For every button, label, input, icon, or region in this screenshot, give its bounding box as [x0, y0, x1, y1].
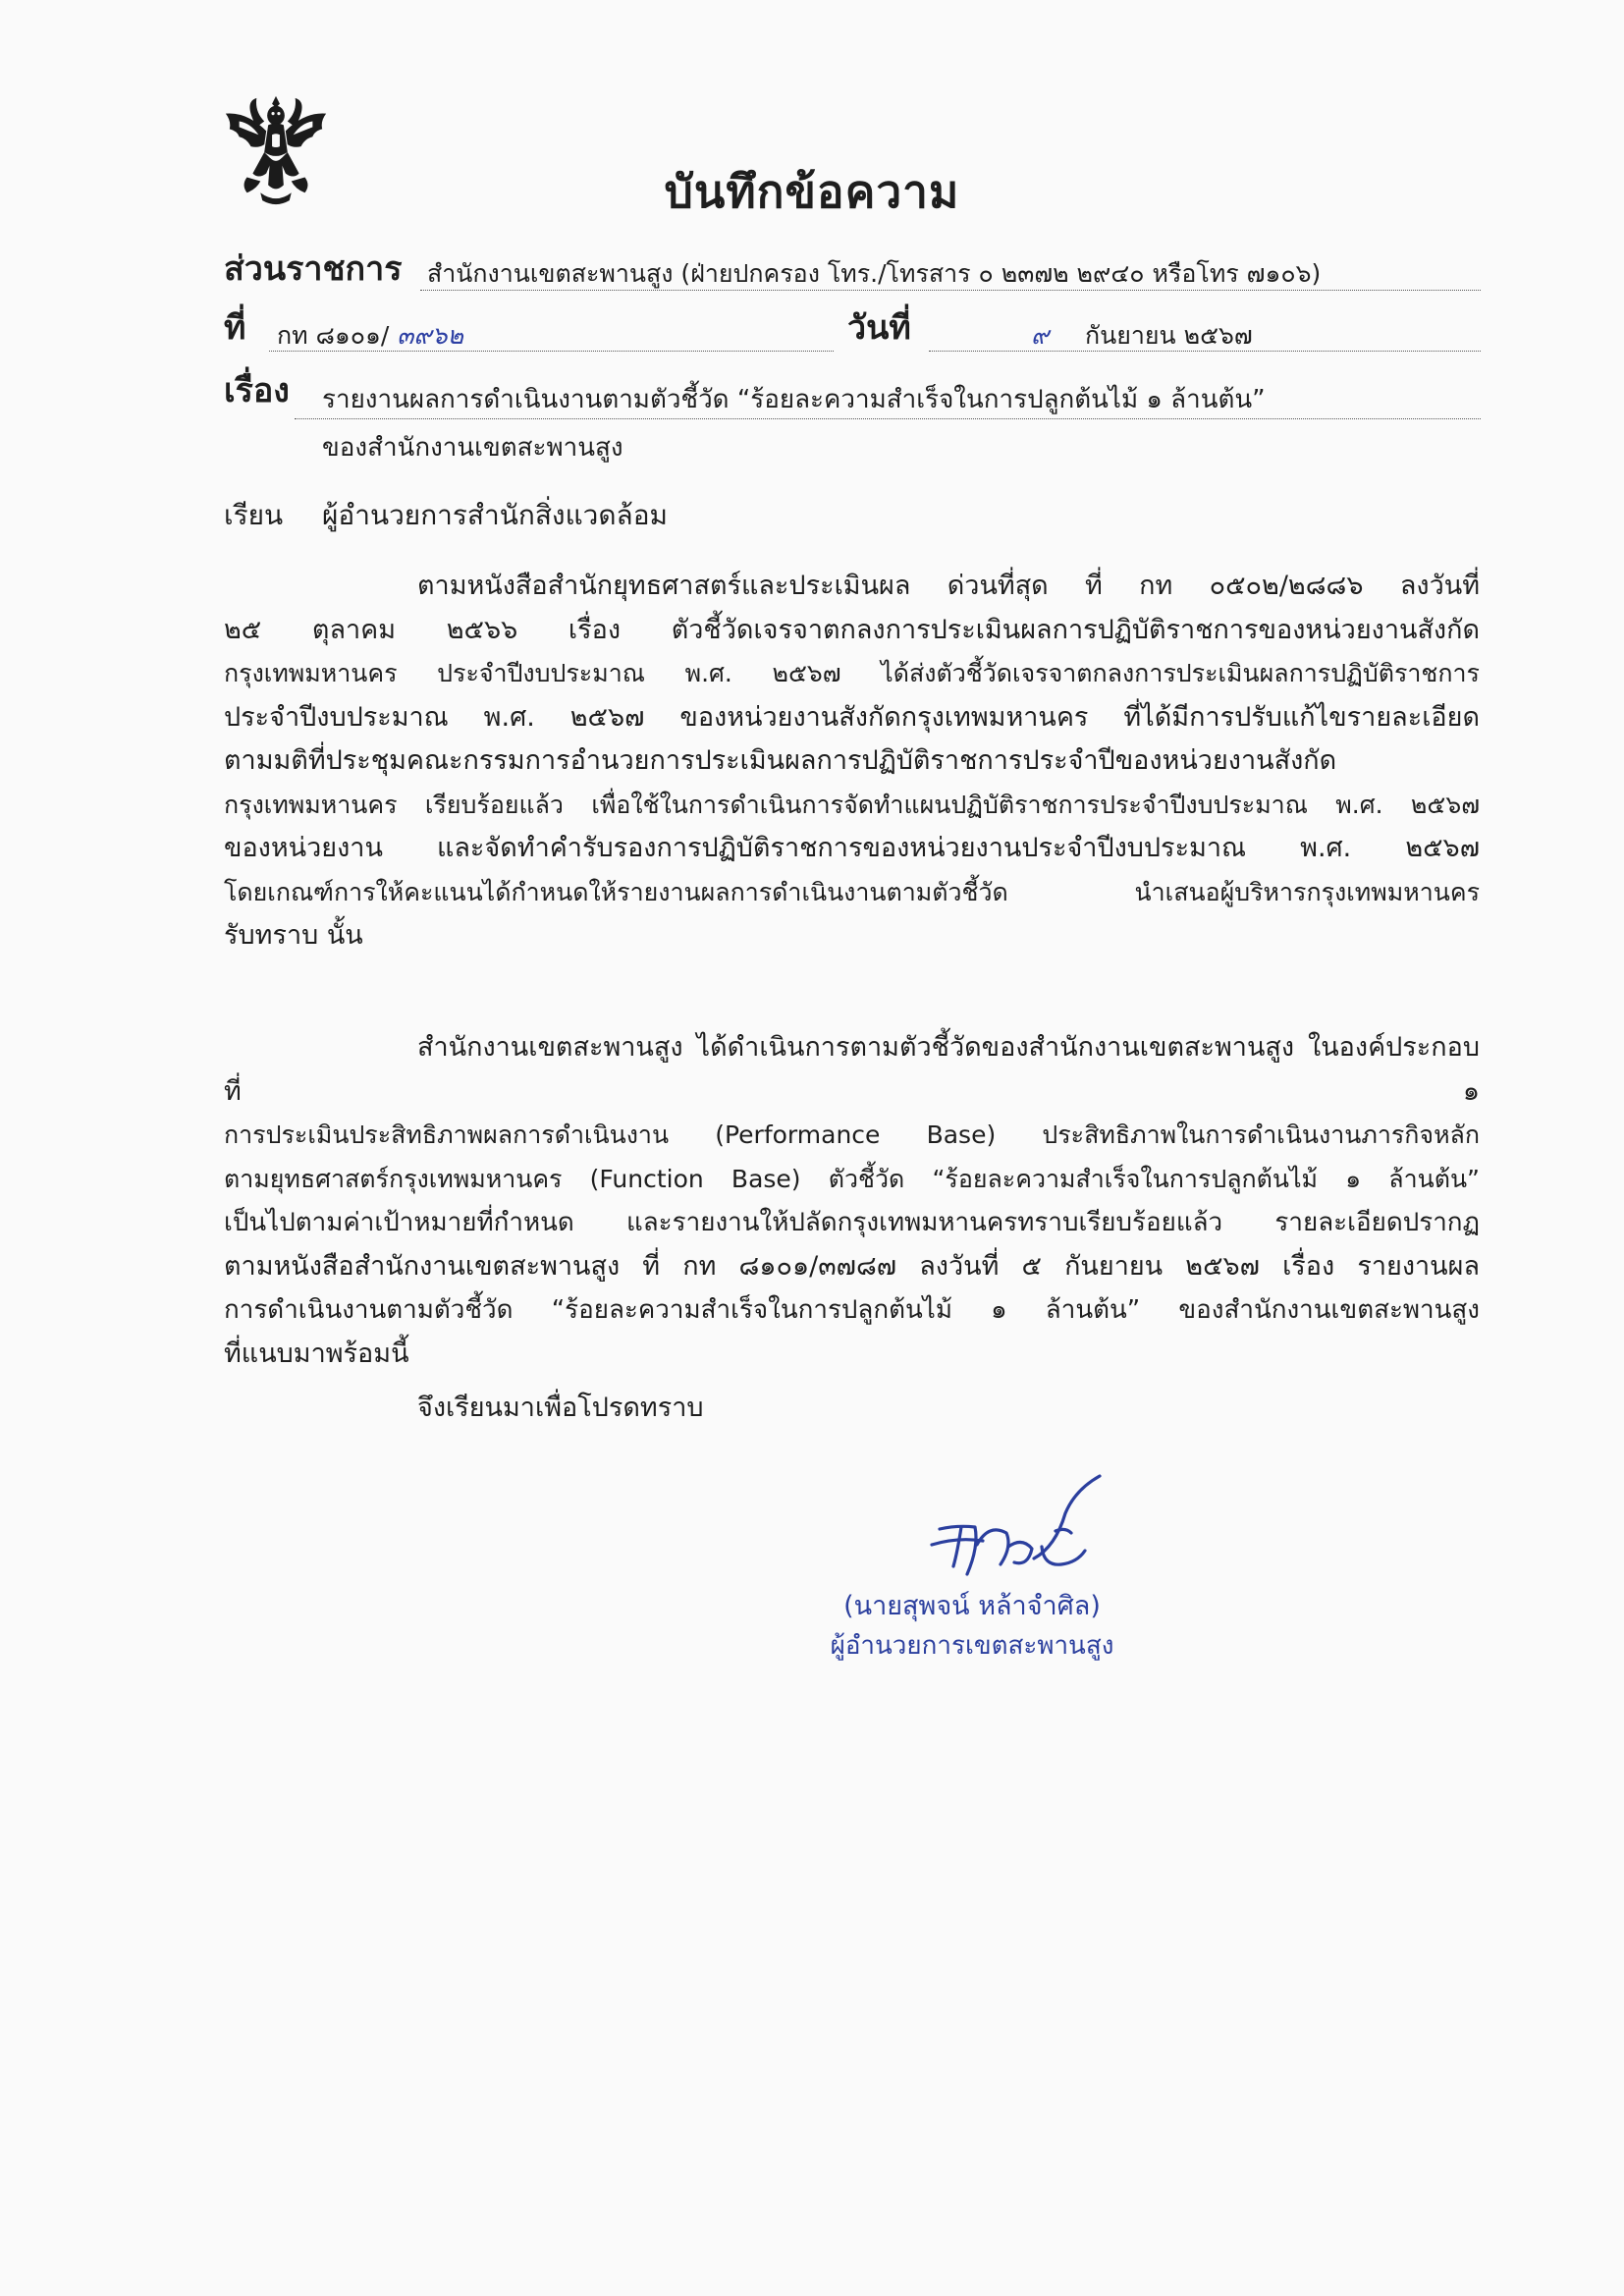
reference-prefix: กท ๘๑๐๑/ — [277, 321, 390, 350]
memo-title: บันทึกข้อความ — [664, 165, 960, 218]
reference-handwritten: ๓๙๖๒ — [397, 321, 463, 350]
paragraph-line: ที่แนบมาพร้อมนี้ — [224, 1338, 409, 1369]
paragraph-line: สำนักงานเขตสะพานสูง ได้ดำเนินการตามตัวชี้วัดของสำนักงานเขตสะพานสูง ในองค์ประกอบที่ ๑ — [224, 1032, 1480, 1107]
paragraph-line: ตามยุทธศาสตร์กรุงเทพมหานคร (Function Base) ตัวชี้วัด “ร้อยละความสำเร็จในการปลูกต้นไม้ ๑ ล้านต้น” — [224, 1164, 1480, 1193]
date-month-year: กันยายน ๒๕๖๗ — [1085, 321, 1253, 350]
signatory-name: (นายสุพจน์ หล้าจำศิล) — [843, 1591, 1101, 1621]
paragraph-line: ของหน่วยงาน และจัดทำคำรับรองการปฏิบัติราชการของหน่วยงานประจำปีงบประมาณ พ.ศ. ๒๕๖๗ — [224, 833, 1480, 863]
addressee-label: เรียน — [224, 499, 284, 531]
subject-line-2: ของสำนักงานเขตสะพานสูง — [322, 433, 623, 463]
paragraph-line: รับทราบ นั้น — [224, 920, 363, 951]
reference-dotted-line — [269, 351, 834, 352]
subject-dotted-line — [295, 418, 1481, 419]
agency-label: ส่วนราชการ — [224, 249, 403, 289]
paragraph-line: ๒๕ ตุลาคม ๒๕๖๖ เรื่อง ตัวชี้วัดเจรจาตกลงการประเมินผลการปฏิบัติราชการของหน่วยงานสังกัด — [224, 614, 1480, 645]
reference-label: ที่ — [224, 308, 246, 348]
paragraph-line: ตามหนังสือสำนักงานเขตสะพานสูง ที่ กท ๘๑๐๑/๓๗๘๗ ลงวันที่ ๕ กันยายน ๒๕๖๗ เรื่อง รายงานผล — [224, 1250, 1480, 1282]
paragraph-line: เป็นไปตามค่าเป้าหมายที่กำหนด และรายงานให้ปลัดกรุงเทพมหานครทราบเรียบร้อยแล้ว รายละเอียดปรากฏ — [224, 1208, 1480, 1237]
body-paragraph-1 — [224, 565, 1480, 958]
addressee-value: ผู้อำนวยการสำนักสิ่งแวดล้อม — [322, 499, 668, 531]
date-label: วันที่ — [847, 308, 911, 348]
agency-value: สำนักงานเขตสะพานสูง (ฝ่ายปกครอง โทร./โทรสาร ๐ ๒๓๗๒ ๒๙๔๐ หรือโทร ๗๑๐๖) — [427, 259, 1322, 288]
closing-line: จึงเรียนมาเพื่อโปรดทราบ — [417, 1393, 704, 1423]
signatory-position: ผู้อำนวยการเขตสะพานสูง — [830, 1631, 1114, 1661]
paragraph-line: กรุงเทพมหานคร ประจำปีงบประมาณ พ.ศ. ๒๕๖๗ ได้ส่งตัวชี้วัดเจรจาตกลงการประเมินผลการปฏิบัติราชการ — [224, 659, 1480, 687]
handwritten-signature-icon — [918, 1468, 1110, 1596]
reference-number — [277, 321, 463, 351]
paragraph-line: ประจำปีงบประมาณ พ.ศ. ๒๕๖๗ ของหน่วยงานสังกัดกรุงเทพมหานคร ที่ได้มีการปรับแก้ไขรายละเอียด — [224, 701, 1480, 733]
paragraph-line: การดำเนินงานตามตัวชี้วัด “ร้อยละความสำเร็จในการปลูกต้นไม้ ๑ ล้านต้น” ของสำนักงานเขตสะพานสูง — [224, 1295, 1480, 1325]
body-paragraph-2 — [224, 1026, 1480, 1376]
agency-dotted-line — [420, 290, 1481, 291]
paragraph-line: การประเมินประสิทธิภาพผลการดำเนินงาน (Performance Base) ประสิทธิภาพในการดำเนินงานภารกิจหลัก — [224, 1121, 1480, 1149]
date-dotted-line — [929, 351, 1481, 352]
date-day: ๙ — [1031, 321, 1050, 350]
paragraph-line: กรุงเทพมหานคร เรียบร้อยแล้ว เพื่อใช้ในการดำเนินการจัดทำแผนปฏิบัติราชการประจำปีงบประมาณ พ.ศ. ๒๕๖๗ — [224, 790, 1480, 819]
subject-line-1: รายงานผลการดำเนินงานตามตัวชี้วัด “ร้อยละความสำเร็จในการปลูกต้นไม้ ๑ ล้านต้น” — [322, 385, 1266, 414]
paragraph-line: โดยเกณฑ์การให้คะแนนได้กำหนดให้รายงานผลการดำเนินงานตามตัวชี้วัด นำเสนอผู้บริหารกรุงเทพมหานคร — [224, 877, 1480, 906]
paragraph-line: ตามหนังสือสำนักยุทธศาสตร์และประเมินผล ด่วนที่สุด ที่ กท ๐๕๐๒/๒๘๘๖ ลงวันที่ — [417, 571, 1480, 601]
subject-label: เรื่อง — [224, 371, 290, 410]
paragraph-line: ตามมติที่ประชุมคณะกรรมการอำนวยการประเมินผลการปฏิบัติราชการประจำปีของหน่วยงานสังกัด — [224, 745, 1337, 776]
